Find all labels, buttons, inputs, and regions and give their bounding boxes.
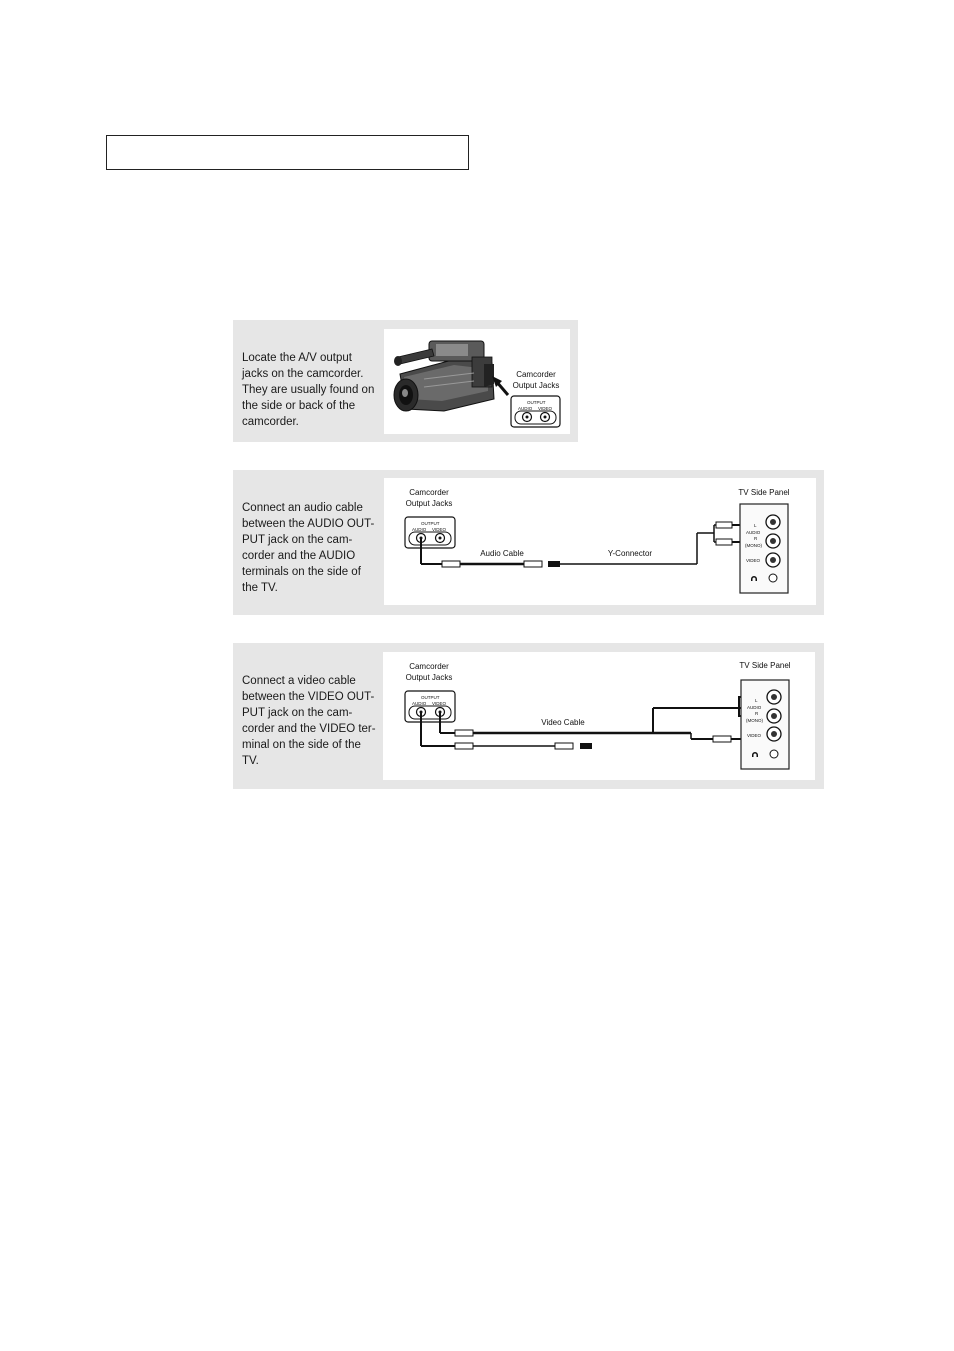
- step-2-figure: [384, 478, 816, 605]
- tv-video-label: VIDEO: [747, 733, 762, 738]
- jack-audio-label: AUDIO: [518, 406, 533, 411]
- tv-l-label: L: [755, 698, 758, 703]
- tv-video-label: VIDEO: [746, 558, 761, 563]
- step-1-panel: [233, 320, 578, 442]
- step-1-text: Locate the A/V output jacks on the camcorder. They are usually found on the side or back of the camcorder.: [242, 352, 375, 428]
- jack-audio-label: AUDIO: [412, 701, 427, 706]
- jack-video-label: VIDEO: [432, 527, 447, 532]
- tv-mono-label: (MONO): [745, 543, 762, 548]
- camcorder-output-jacks-label: Camcorder Output Jacks: [512, 370, 560, 390]
- tv-l-label: L: [754, 523, 757, 528]
- tv-audio-label: AUDIO: [746, 530, 761, 535]
- video-cable-label: Video Cable: [541, 718, 585, 727]
- tv-mono-label: (MONO): [746, 718, 763, 723]
- camcorder-icon: [394, 341, 494, 411]
- step-2-text: Connect an audio cable between the AUDIO OUT- PUT jack on the cam- corder and the AUDIO terminals on the side of the TV.: [242, 502, 375, 594]
- audio-cable-label: Audio Cable: [480, 549, 524, 558]
- step-3-figure: [383, 652, 815, 780]
- y-connector-label: Y-Connector: [607, 549, 653, 558]
- tv-r-label: R: [754, 536, 758, 541]
- tv-side-panel-label: TV Side Panel: [738, 488, 790, 497]
- camcorder-output-jacks-label: Camcorder Output Jacks: [405, 662, 453, 682]
- step-1-figure: [384, 329, 570, 434]
- tv-side-panel-label: TV Side Panel: [739, 661, 791, 670]
- jack-output-label: OUTPUT: [421, 521, 440, 526]
- jack-audio-label: AUDIO: [412, 527, 427, 532]
- step-2-panel: [233, 470, 824, 615]
- tv-audio-label: AUDIO: [747, 705, 762, 710]
- jack-output-label: OUTPUT: [527, 400, 546, 405]
- tv-r-label: R: [755, 711, 759, 716]
- section-title-box: [106, 135, 469, 170]
- jack-output-label: OUTPUT: [421, 695, 440, 700]
- jack-video-label: VIDEO: [538, 406, 553, 411]
- camcorder-output-jacks-label: Camcorder Output Jacks: [405, 488, 453, 508]
- step-3-panel: [233, 643, 824, 789]
- jack-video-label: VIDEO: [432, 701, 447, 706]
- step-3-text: Connect a video cable between the VIDEO OUT- PUT jack on the cam- corder and the VIDEO ter- minal on the side of the TV.: [242, 675, 376, 767]
